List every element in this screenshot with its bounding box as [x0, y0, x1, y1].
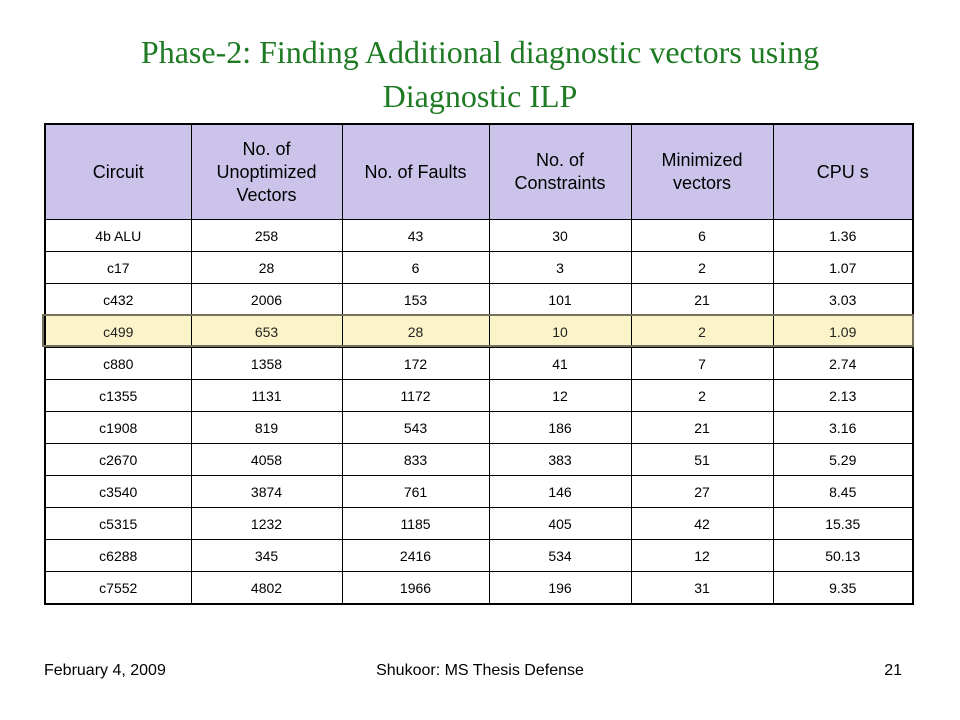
cell-minimized-vectors: 12 [631, 540, 773, 572]
table-row [45, 284, 913, 316]
cell-constraints: 534 [489, 540, 631, 572]
cell-minimized-vectors: 31 [631, 572, 773, 605]
cell-faults: 172 [342, 348, 489, 380]
cell-unoptimized-vectors: 1131 [191, 380, 342, 412]
cell-minimized-vectors: 7 [631, 348, 773, 380]
cell-circuit: c7552 [45, 572, 191, 605]
cell-circuit: c499 [45, 316, 191, 348]
cell-faults: 1966 [342, 572, 489, 605]
cell-minimized-vectors: 2 [631, 252, 773, 284]
cell-circuit: c432 [45, 284, 191, 316]
table-row [45, 380, 913, 412]
cell-unoptimized-vectors: 2006 [191, 284, 342, 316]
table-row [45, 316, 913, 348]
cell-cpu-s: 2.13 [773, 380, 913, 412]
cell-minimized-vectors: 21 [631, 284, 773, 316]
cell-faults: 28 [342, 316, 489, 348]
cell-constraints: 10 [489, 316, 631, 348]
results-table-container [44, 123, 912, 605]
cell-faults: 1172 [342, 380, 489, 412]
cell-constraints: 383 [489, 444, 631, 476]
cell-unoptimized-vectors: 1358 [191, 348, 342, 380]
footer-title: Shukoor: MS Thesis Defense [376, 662, 584, 679]
cell-cpu-s: 1.07 [773, 252, 913, 284]
table-row [45, 572, 913, 605]
cell-constraints: 30 [489, 220, 631, 252]
cell-constraints: 186 [489, 412, 631, 444]
cell-unoptimized-vectors: 1232 [191, 508, 342, 540]
table-row [45, 508, 913, 540]
cell-unoptimized-vectors: 4058 [191, 444, 342, 476]
slide-title [60, 30, 900, 118]
cell-cpu-s: 1.36 [773, 220, 913, 252]
cell-faults: 153 [342, 284, 489, 316]
cell-cpu-s: 3.16 [773, 412, 913, 444]
cell-faults: 833 [342, 444, 489, 476]
table-row [45, 348, 913, 380]
table-row [45, 220, 913, 252]
cell-unoptimized-vectors: 4802 [191, 572, 342, 605]
cell-minimized-vectors: 21 [631, 412, 773, 444]
cell-faults: 1185 [342, 508, 489, 540]
table-row [45, 444, 913, 476]
cell-constraints: 101 [489, 284, 631, 316]
header-constraints: No. of Constraints [489, 124, 631, 220]
cell-minimized-vectors: 2 [631, 316, 773, 348]
slide-title-line-2: Diagnostic ILP [382, 78, 578, 114]
cell-circuit: c17 [45, 252, 191, 284]
header-faults: No. of Faults [342, 124, 489, 220]
cell-cpu-s: 1.09 [773, 316, 913, 348]
table-row [45, 412, 913, 444]
cell-minimized-vectors: 51 [631, 444, 773, 476]
cell-constraints: 196 [489, 572, 631, 605]
cell-constraints: 12 [489, 380, 631, 412]
cell-circuit: c3540 [45, 476, 191, 508]
footer-page-number: 21 [884, 662, 902, 679]
cell-unoptimized-vectors: 345 [191, 540, 342, 572]
cell-circuit: c5315 [45, 508, 191, 540]
slide-title-line-1: Phase-2: Finding Additional diagnostic vectors using [140, 34, 820, 70]
cell-unoptimized-vectors: 819 [191, 412, 342, 444]
table-body [45, 220, 913, 605]
cell-faults: 543 [342, 412, 489, 444]
cell-cpu-s: 2.74 [773, 348, 913, 380]
cell-minimized-vectors: 42 [631, 508, 773, 540]
cell-unoptimized-vectors: 653 [191, 316, 342, 348]
cell-faults: 43 [342, 220, 489, 252]
cell-cpu-s: 5.29 [773, 444, 913, 476]
header-circuit: Circuit [45, 124, 191, 220]
cell-constraints: 41 [489, 348, 631, 380]
cell-minimized-vectors: 6 [631, 220, 773, 252]
cell-circuit: c6288 [45, 540, 191, 572]
table-row [45, 252, 913, 284]
table-header-row [45, 124, 913, 220]
cell-cpu-s: 8.45 [773, 476, 913, 508]
cell-circuit: 4b ALU [45, 220, 191, 252]
cell-constraints: 3 [489, 252, 631, 284]
footer-date: February 4, 2009 [44, 662, 166, 679]
table-row [45, 540, 913, 572]
table-row [45, 476, 913, 508]
cell-unoptimized-vectors: 28 [191, 252, 342, 284]
cell-minimized-vectors: 27 [631, 476, 773, 508]
cell-constraints: 146 [489, 476, 631, 508]
cell-unoptimized-vectors: 3874 [191, 476, 342, 508]
cell-cpu-s: 3.03 [773, 284, 913, 316]
header-unoptimized-vectors: No. of Unoptimized Vectors [191, 124, 342, 220]
cell-faults: 2416 [342, 540, 489, 572]
cell-constraints: 405 [489, 508, 631, 540]
cell-cpu-s: 50.13 [773, 540, 913, 572]
header-cpu-s: CPU s [773, 124, 913, 220]
cell-circuit: c880 [45, 348, 191, 380]
cell-faults: 761 [342, 476, 489, 508]
cell-cpu-s: 9.35 [773, 572, 913, 605]
cell-unoptimized-vectors: 258 [191, 220, 342, 252]
cell-circuit: c1355 [45, 380, 191, 412]
cell-cpu-s: 15.35 [773, 508, 913, 540]
header-minimized-vectors: Minimized vectors [631, 124, 773, 220]
cell-minimized-vectors: 2 [631, 380, 773, 412]
cell-circuit: c2670 [45, 444, 191, 476]
results-table [44, 123, 914, 605]
cell-circuit: c1908 [45, 412, 191, 444]
cell-faults: 6 [342, 252, 489, 284]
